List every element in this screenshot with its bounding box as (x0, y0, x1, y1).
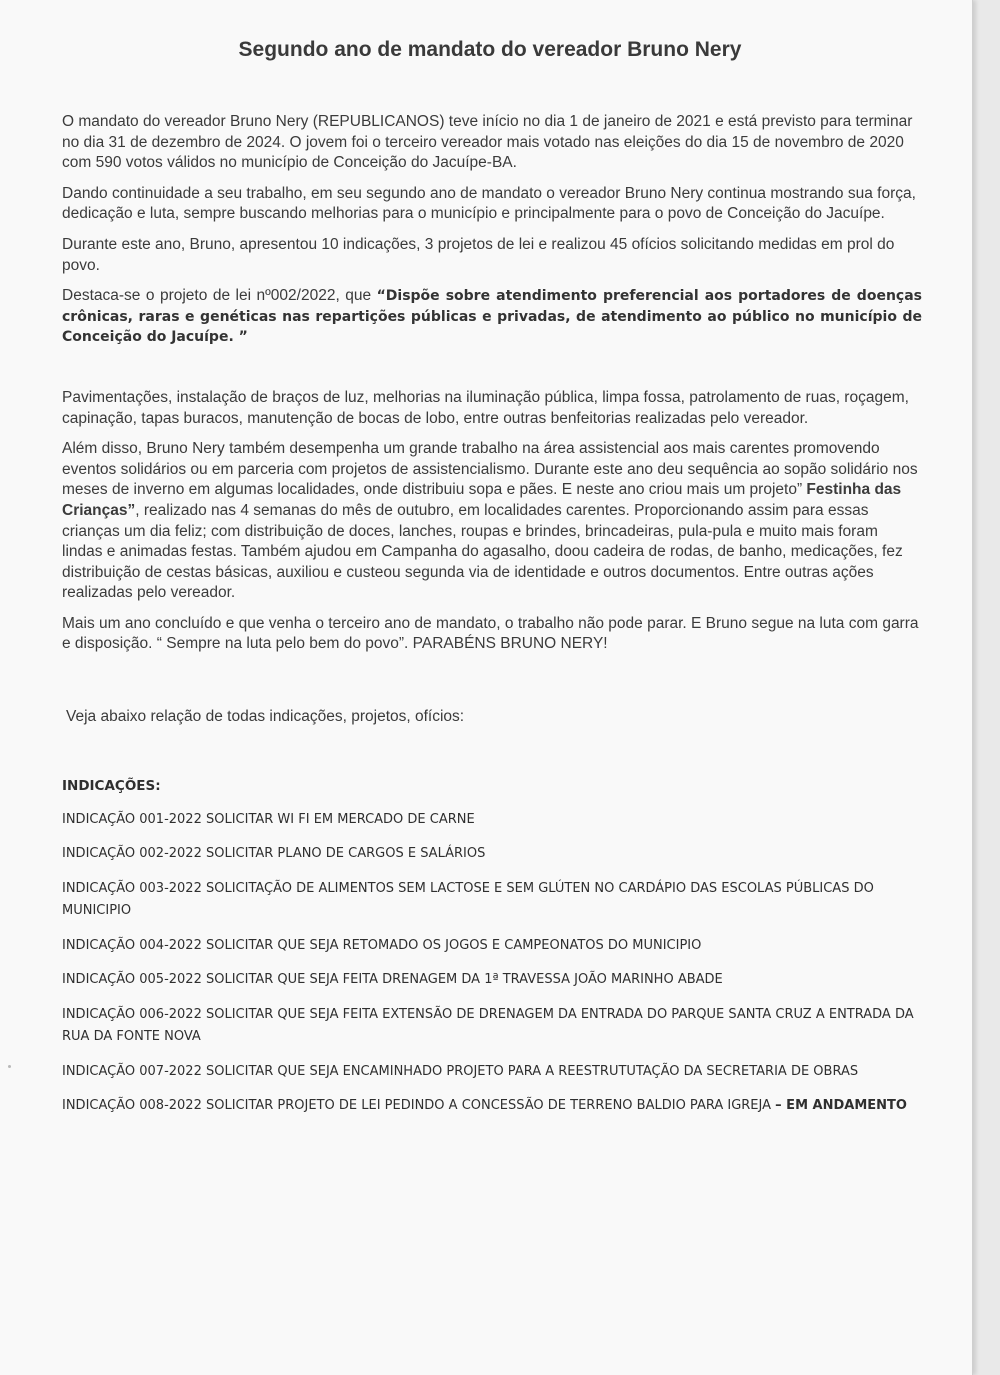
assistencial-part2: , realizado nas 4 semanas do mês de outubro, em localidades carentes. Proporcionando assim para essas crianças um dia feliz; com distribuição de doces, lanches, roupas e brindes, brincadeiras, pula-pula e muito mais foram lindas e animadas festas. Também ajudou em Campanha do agasalho, doou cadeira de rodas, de banho, medicações, fez distribuição de cestas básicas, auxiliou e custeou segunda via de identidade e outros documentos. Entre outras ações realizadas pelo vereador. (62, 501, 903, 602)
status-em-andamento: – EM ANDAMENTO (775, 1098, 907, 1114)
list-item: INDICAÇÃO 004-2022 SOLICITAR QUE SEJA RETOMADO OS JOGOS E CAMPEONATOS DO MUNICIPIO (62, 937, 702, 953)
festinha-das-criancas: Festinha das Crianças” (62, 481, 902, 519)
indicacao-008-text: INDICAÇÃO 008-2022 SOLICITAR PROJETO DE LEI PEDINDO A CONCESSÃO DE TERRENO BALDIO PARA IGREJA (62, 1098, 776, 1114)
list-item: INDICAÇÃO 006-2022 SOLICITAR QUE SEJA FEITA EXTENSÃO DE DRENAGEM DA ENTRADA DO PARQUE SANTA CRUZ A ENTRADA DA RUA DA FONTE NOVA (62, 1006, 914, 1045)
document-title: Segundo ano de mandato do vereador Bruno Nery (238, 38, 742, 61)
spacer (62, 728, 922, 778)
list-item: INDICAÇÃO 002-2022 SOLICITAR PLANO DE CARGOS E SALÁRIOS (62, 846, 486, 862)
paragraph-continuidade: Dando continuidade a seu trabalho, em seu segundo ano de mandato o vereador Bruno Nery continua mostrando sua força, dedicação e luta, sempre buscando melhorias para o município e principalmente para o povo de Conceição do Jacuípe. (62, 184, 916, 223)
paragraph-pavimentacoes: Pavimentações, instalação de braços de luz, melhorias na iluminação pública, limpa fossa, patrolamento de ruas, roçagem, capinação, tapas buracos, manutenção de bocas de lobo, entre outras benfeitorias realizadas pelo vereador. (62, 388, 909, 427)
intro-list: Veja abaixo relação de todas indicações, projetos, ofícios: (66, 708, 465, 726)
projeto-prefix: Destaca-se o projeto de lei nº002/2022, que (62, 287, 377, 305)
list-item: INDICAÇÃO 007-2022 SOLICITAR QUE SEJA ENCAMINHADO PROJETO PARA A REESTRUTUTAÇÃO DA SECRETARIA DE OBRAS (62, 1063, 859, 1079)
scan-speck (8, 1065, 11, 1068)
list-item: INDICAÇÃO 003-2022 SOLICITAÇÃO DE ALIMENTOS SEM LACTOSE E SEM GLÚTEN NO CARDÁPIO DAS ESCOLAS PÚBLICAS DO MUNICIPIO (62, 880, 874, 919)
spacer (62, 665, 922, 707)
paragraph-mandato: O mandato do vereador Bruno Nery (REPUBLICANOS) teve início no dia 1 de janeiro de 2021 e está previsto para terminar no dia 31 de dezembro de 2024. O jovem foi o terceiro vereador mais votado nas eleições do dia 15 de novembro de 2020 com 590 votos válidos no município de Conceição do Jacuípe-BA. (62, 113, 913, 172)
list-item: INDICAÇÃO 001-2022 SOLICITAR WI FI EM MERCADO DE CARNE (62, 811, 475, 827)
list-item (62, 1095, 922, 1118)
list-item: INDICAÇÃO 005-2022 SOLICITAR QUE SEJA FEITA DRENAGEM DA 1ª TRAVESSA JOÃO MARINHO ABADE (62, 972, 723, 988)
spacer (62, 358, 922, 388)
paragraph-indicacoes-summary: Durante este ano, Bruno, apresentou 10 indicações, 3 projetos de lei e realizou 45 ofícios solicitando medidas em prol do povo. (62, 235, 895, 274)
projeto-bold-quote: “Dispõe sobre atendimento preferencial aos portadores de doenças crônicas, raras e genéticas nas repartições públicas e privadas, de atendimento ao público no município de Conceição do Jacuípe. ” (62, 288, 922, 346)
paragraph-projeto-lei (62, 286, 922, 348)
assistencial-part1: Além disso, Bruno Nery também desempenha um grande trabalho na área assistencial aos mais carentes promovendo eventos solidários ou em parceria com projetos de assistencialismo. Durante este ano deu sequência ao sopão solidário nos meses de inverno em algumas localidades, onde distribuiu sopa e pães. E neste ano criou mais um projeto” (62, 440, 918, 499)
indicacoes-list (62, 809, 922, 1118)
document-body (62, 112, 922, 1130)
indicacoes-heading: INDICAÇÕES: (62, 777, 161, 794)
paragraph-assistencial (62, 439, 922, 604)
paragraph-final: Mais um ano concluído e que venha o terceiro ano de mandato, o trabalho não pode parar. E Bruno segue na luta com garra e disposição. “ Sempre na luta pelo bem do povo”. PARABÉNS BRUNO NERY! (62, 614, 919, 653)
